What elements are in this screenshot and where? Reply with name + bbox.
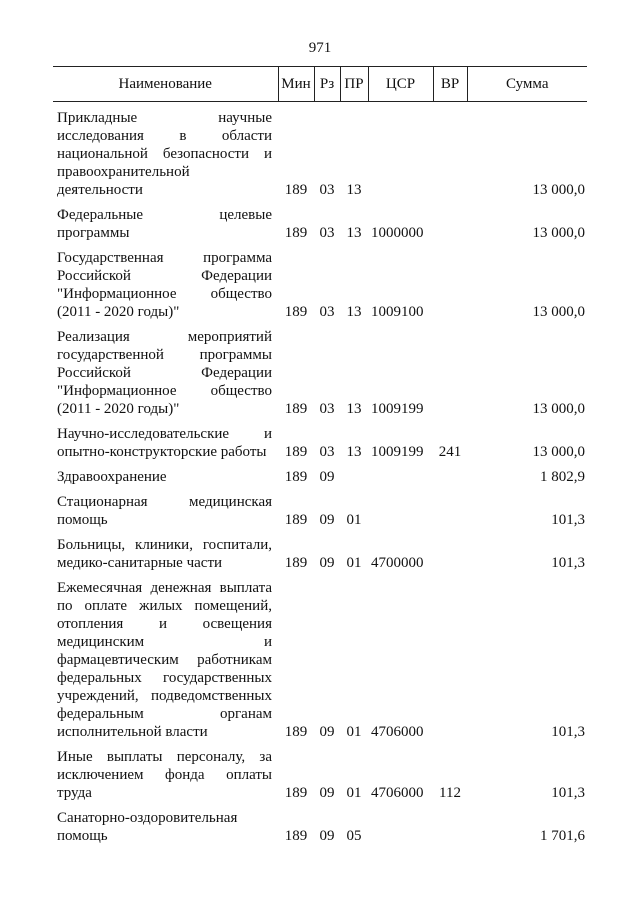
table-row <box>53 242 587 321</box>
row-vr: 241 <box>438 444 462 460</box>
row-csr: 1009199 <box>371 444 424 460</box>
row-pr: 13 <box>346 225 362 241</box>
row-name: Научно-исследовательские и опытно-конструкторские работы <box>57 426 272 460</box>
row-rz: 03 <box>319 225 335 241</box>
row-csr <box>368 486 433 529</box>
table-row <box>53 102 587 200</box>
row-rz: 09 <box>319 512 335 528</box>
row-rz: 03 <box>319 182 335 198</box>
row-name: Федеральные целевые программы <box>57 207 272 241</box>
row-rz: 09 <box>319 828 335 844</box>
table-row <box>53 486 587 529</box>
row-min: 189 <box>284 304 308 320</box>
header-sum: Сумма <box>467 67 587 102</box>
row-csr <box>368 461 433 486</box>
row-rz: 03 <box>319 401 335 417</box>
row-vr <box>433 486 467 529</box>
row-vr <box>433 199 467 242</box>
row-csr: 1009199 <box>371 401 424 417</box>
row-rz: 09 <box>319 469 335 485</box>
row-sum: 1 701,6 <box>540 828 585 844</box>
table-row <box>53 741 587 802</box>
row-vr <box>433 802 467 845</box>
header-name: Наименование <box>53 67 278 102</box>
row-csr <box>368 802 433 845</box>
row-pr: 01 <box>346 512 362 528</box>
row-name: Стационарная медицинская помощь <box>57 494 272 528</box>
row-name: Реализация мероприятий государственной программы Российской Федерации "Информационное общество (2011 - 2020 годы)" <box>57 329 272 417</box>
row-name: Ежемесячная денежная выплата по оплате жилых помещений, отопления и освещения медицинским и фармацевтическим работникам федеральных государственных учреждений, подведомственных федеральным органам исполнительной власти <box>57 580 272 740</box>
row-min: 189 <box>284 828 308 844</box>
row-pr: 13 <box>346 401 362 417</box>
row-pr: 01 <box>346 724 362 740</box>
row-csr <box>368 102 433 200</box>
row-pr: 01 <box>346 785 362 801</box>
row-min: 189 <box>284 401 308 417</box>
row-vr <box>433 242 467 321</box>
row-rz: 09 <box>319 555 335 571</box>
row-pr <box>340 461 368 486</box>
row-name: Здравоохранение <box>57 469 167 485</box>
row-sum: 13 000,0 <box>532 225 585 241</box>
row-rz: 09 <box>319 785 335 801</box>
table-header-row <box>53 67 587 102</box>
row-sum: 13 000,0 <box>532 304 585 320</box>
header-pr: ПР <box>340 67 368 102</box>
row-csr: 4700000 <box>371 555 424 571</box>
row-sum: 101,3 <box>551 785 585 801</box>
row-min: 189 <box>284 724 308 740</box>
row-sum: 101,3 <box>551 555 585 571</box>
row-vr <box>433 461 467 486</box>
row-min: 189 <box>284 469 308 485</box>
row-vr: 112 <box>439 785 461 801</box>
row-pr: 13 <box>346 444 362 460</box>
row-min: 189 <box>284 225 308 241</box>
row-vr <box>433 572 467 741</box>
row-rz: 09 <box>319 724 335 740</box>
row-name: Иные выплаты персоналу, за исключением фонда оплаты труда <box>57 749 272 801</box>
row-csr: 1000000 <box>371 225 424 241</box>
row-min: 189 <box>284 444 308 460</box>
row-pr: 13 <box>346 304 362 320</box>
row-vr <box>433 529 467 572</box>
row-sum: 13 000,0 <box>532 444 585 460</box>
row-rz: 03 <box>319 304 335 320</box>
row-name: Прикладные научные исследования в области национальной безопасности и правоохранительной деятельности <box>57 110 272 198</box>
row-sum: 101,3 <box>551 512 585 528</box>
row-sum: 1 802,9 <box>540 469 585 485</box>
table-row <box>53 199 587 242</box>
page-number: 971 <box>308 40 332 56</box>
row-pr: 01 <box>346 555 362 571</box>
row-min: 189 <box>284 555 308 571</box>
row-vr <box>433 321 467 418</box>
table-row <box>53 461 587 486</box>
row-sum: 13 000,0 <box>532 182 585 198</box>
table-row <box>53 321 587 418</box>
row-name: Больницы, клиники, госпитали, медико-санитарные части <box>57 537 272 571</box>
row-csr: 1009100 <box>371 304 424 320</box>
row-rz: 03 <box>319 444 335 460</box>
row-min: 189 <box>284 512 308 528</box>
header-min: Мин <box>278 67 314 102</box>
table-row <box>53 529 587 572</box>
table-row <box>53 418 587 461</box>
row-csr: 4706000 <box>371 785 424 801</box>
row-vr <box>433 102 467 200</box>
row-csr: 4706000 <box>371 724 424 740</box>
row-min: 189 <box>284 182 308 198</box>
table-row <box>53 572 587 741</box>
row-name: Санаторно-оздоровительная помощь <box>57 810 238 844</box>
row-sum: 13 000,0 <box>532 401 585 417</box>
row-name: Государственная программа Российской Федерации "Информационное общество (2011 - 2020 годы)" <box>57 250 272 320</box>
row-sum: 101,3 <box>551 724 585 740</box>
table-row <box>53 802 587 845</box>
header-vr: ВР <box>433 67 467 102</box>
row-pr: 05 <box>346 828 362 844</box>
header-csr: ЦСР <box>368 67 433 102</box>
row-pr: 13 <box>346 182 362 198</box>
header-rz: Рз <box>314 67 340 102</box>
row-min: 189 <box>284 785 308 801</box>
budget-table <box>53 66 587 845</box>
